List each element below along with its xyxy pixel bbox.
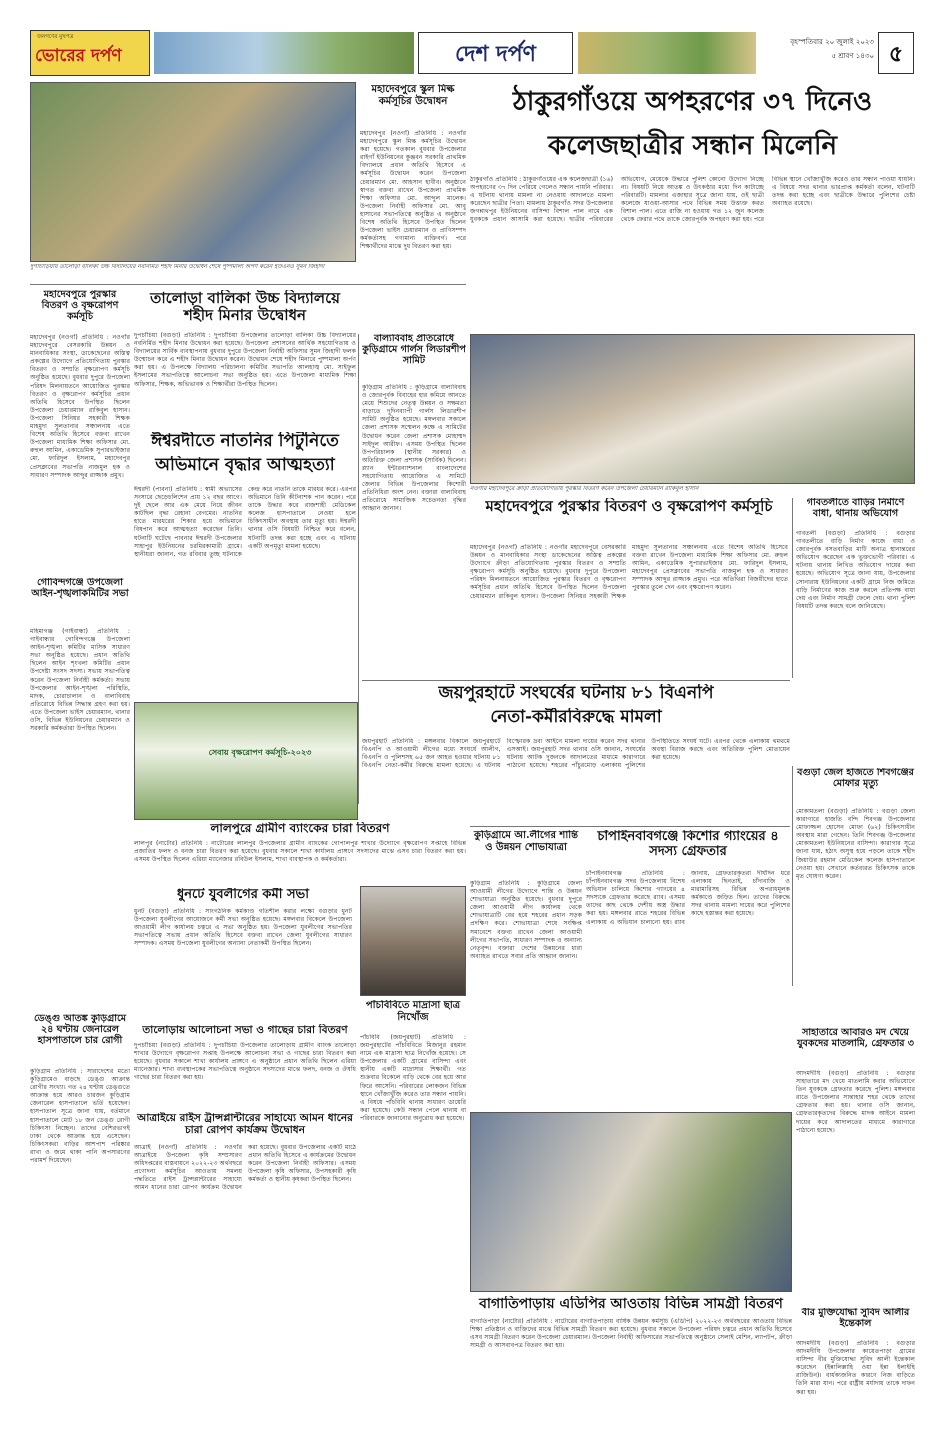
taloda-headline: তালোড়া বালিকা উচ্চ বিদ্যালয়ে শহীদ মিনার উদ্বোধন bbox=[150, 290, 340, 325]
gobindaganj-body: মহিমাগঞ্জ (গাইবান্ধা) প্রতিনিধি : গাইবান্ধার গোবিন্দগঞ্জে উপজেলা আইন-শৃঙ্খলা কমিটির মাসিক সাধারণ সভা অনুষ্ঠিত হয়েছে। প্রধান অতিথি ছিলেন আইন শৃংখলা কমিটির প্রধান উপদেষ্টা সংসদ সদস্য। সভায় সভাপতিত্ব করেন উপজেলা নির্বাহী কর্মকর্তা। সভায় উপজেলার আইন-শৃঙ্খলা পরিস্থিতি, মাদক, চোরাচালান ও বাল্যবিবাহ প্রতিরোধে বিভিন্ন সিদ্ধান্ত গ্রহণ করা হয়। এতে উপজেলা ভাইস চেয়ারম্যান, থানার ওসি, বিভিন্ন ইউনিয়নের চেয়ারম্যান ও সরকারি কর্মকর্তারা উপস্থিত ছিলেন। bbox=[30, 628, 130, 733]
reward-main-caption: নওগাঁর মহাদেবপুরে ক্রীড়া প্রতিযোগিতায় পুরস্কার বিতরণ করেন উপজেলা চেয়ারম্যান রাকিবুল হাসান bbox=[470, 486, 699, 492]
bogura-jail-body: মোকামতলা (বগুড়া) প্রতিনিধি : বগুড়া জেলা কারাগারে হাজতি বন্দি শিবগঞ্জ উপজেলার মোফাজ্জল হোসেন মোফা (৬২) চিকিৎসাধীন অবস্থায় মারা গেছেন। তিনি শিবগঞ্জ উপজেলার মোকামতলা ইউনিয়নের বাসিন্দা। কারাগার সূত্রে জানা যায়, হঠাৎ অসুস্থ হয়ে পড়লে তাকে শহীদ জিয়াউর রহমান মেডিকেল কলেজ হাসপাতালে নেওয়া হয়। সেখানে কর্তব্যরত চিকিৎসক তাকে মৃত ঘোষণা করেন। bbox=[796, 808, 915, 880]
masthead-box bbox=[30, 30, 150, 76]
header-photo-strip-right bbox=[578, 32, 756, 74]
dengue-headline: ডেঙ্গু আতঙ্ক কুড়িগ্রামে ২৪ ঘণ্টায় জেনারেল হাসপাতালে চার রোগী bbox=[33, 1014, 127, 1046]
taloda-tree-body: দুপচাঁচিয়া (বগুড়া) প্রতিনিধি : দুপচাঁচিয়া উপজেলার তালোড়ায় গ্রামীণ ব্যাংক তালোড়া শাখার উদ্যোগে বৃক্ষরোপণ সপ্তাহ উপলক্ষে আলোচনা সভা ও গাছের চারা বিতরণ করা হয়েছে। বুধবার সকালে শাখা কার্যালয় প্রাঙ্গণে এ অনুষ্ঠানে প্রধান অতিথি ছিলেন এরিয়া ম্যানেজার। শাখা ব্যবস্থাপকের সভাপতিত্বে অনুষ্ঠানে সদস্যদের মাঝে ফলদ, বনজ ও ঔষধি গাছের চারা বিতরণ করা হয়। bbox=[134, 1042, 356, 1082]
gobindaganj-headline: গোবিন্দগঞ্জে উপজেলা আইন-শৃঙ্খলাকমিটির সভা bbox=[31, 578, 129, 599]
atrai-headline: আত্রাইয়ে রাইস ট্রান্সপ্লান্টারের সাহায্যে আমন ধানের চারা রোপণ কার্যক্রম উদ্বোধন bbox=[137, 1112, 353, 1137]
reward-main-body: মহাদেবপুর (নওগাঁ) প্রতিনিধি : নওগাঁর মহাদেবপুরে বেসরকারি উন্নয়ন ও মানবাধিকার সংস্থা ডাকেছেনের অস্তিত্ব প্রকল্পের উদ্যোগে ক্রীড়া প্রতিযোগিতায় পুরস্কার বিতরণ ও সম্প্রতি বৃক্ষরোপণ কর্মসূচি অনুষ্ঠিত হয়েছে। বুধবার দুপুরে উপজেলা পরিষদ মিলনায়তনে আয়োজিত পুরস্কার বিতরণ ও বৃক্ষরোপণ কর্মসূচির প্রধান অতিথি হিসেবে উপস্থিত ছিলেন উপজেলা চেয়ারম্যান রাকিবুল হাসান। উপজেলা সিনিয়র সহকারী শিক্ষক মাহমুদা সুলতানার সঞ্চালনায় এতে বিশেষ অতিথি হিসেবে বক্তব্য রাখেন উপজেলা মাধ্যমিক শিক্ষা অফিসার মো. রুহুল আমিন, একাডেমিক সুপারভাইজার মো. ফারিদুল ইসলাম, মহাদেবপুর প্রেসক্লাবের সভাপতি নাজমুল হক ও সাধারণ সম্পাদক আব্দুর রাজ্জাক প্রমুখ। পরে অতিথিরা বিজয়ীদের হাতে পুরস্কার তুলে দেন এবং বৃক্ষরোপণ করেন। bbox=[470, 544, 788, 600]
top-left-photo bbox=[30, 82, 356, 262]
reward-small-body: মহাদেবপুর (নওগাঁ) প্রতিনিধি : নওগাঁর মহাদেবপুরে বেসরকারি উন্নয়ন ও মানবাধিকার সংস্থা, ডাকেছেনের অস্তিত্ব প্রকল্পের উদ্যোগে প্রতিযোগিতায় পুরস্কার বিতরণ ও সম্প্রতি বৃক্ষরোপণ কর্মসূচি অনুষ্ঠিত হয়েছে। বুধবার দুপুরে উপজেলা পরিষদ মিলনায়তনে আয়োজিত পুরস্কার বিতরণ ও বৃক্ষরোপণ কর্মসূচির প্রধান অতিথি হিসেবে উপস্থিত ছিলেন উপজেলা চেয়ারম্যান রাকিবুল হাসান। উপজেলা সিনিয়র সহকারী শিক্ষক মাহমুদা সুলতানার সঞ্চালনায় এতে বিশেষ অতিথি হিসেবে বক্তব্য রাখেন উপজেলা মাধ্যমিক শিক্ষা অফিসার মো. রুহুল আমিন, একাডেমিক সুপারভাইজার মো. ফারিদুল ইসলাম, মহাদেবপুর প্রেসক্লাবের সভাপতি নাজমুল হক ও সাধারণ সম্পাদক আব্দুর রাজ্জাক প্রমুখ। bbox=[30, 334, 130, 479]
reward-small-headline: মহাদেবপুরে পুরস্কার বিতরণ ও বৃক্ষরোপণ কর্মসূচি bbox=[41, 290, 119, 322]
school-milk-body: মহাদেবপুর (নওগাঁ) প্রতিনিধি : নওগাঁর মহাদেবপুরে স্কুল মিল্ক কর্মসূচির উদ্বোধন করা হয়েছে। গতকাল বুধবার উপজেলার রাইগাঁ ইউনিয়নের কুঞ্জবন সরকারি প্রাথমিক বিদ্যালয়ে প্রধান অতিথি হিসেবে এ কর্মসূচির উদ্বোধন করেন উপজেলা চেয়ারম্যান মো. আহসান হাবীব। অনুষ্ঠানে স্বাগত বক্তব্য রাখেন উপজেলা প্রাথমিক শিক্ষা অফিসার মো. আব্দুল মালেক। উপজেলা নির্বাহী অফিসার মো. আবু হাসানের সভাপতিত্বে অনুষ্ঠিত এ অনুষ্ঠানে বিশেষ অতিথি হিসেবে উপস্থিত ছিলেন উপজেলা ভাইস চেয়ারম্যান ও প্রাণিসম্পদ কর্মকর্তাসহ গণ্যমান্য ব্যক্তিবর্গ। পরে শিক্ষার্থীদের মাঝে দুধ বিতরণ করা হয়। bbox=[360, 130, 466, 251]
school-milk-headline: মহাদেবপুরে স্কুল মিল্ক কর্মসূচির উদ্বোধন bbox=[371, 84, 455, 107]
chapai-headline: চাঁপাইনবাবগঞ্জে কিশোর গ্যাংয়ের ৪ সদস্য গ্রেফতার bbox=[597, 830, 779, 859]
page-number: ৫ bbox=[878, 32, 914, 74]
sahatar-body: আদমদীঘি (বগুড়া) প্রতিনিধি : বগুড়ার সাহাতারে মদ খেয়ে মাতলামি করার অভিযোগে তিন যুবককে গ্রেফতার করেছে পুলিশ। মঙ্গলবার রাতে উপজেলার সান্তাহার শহর থেকে তাদের গ্রেফতার করা হয়। থানার ওসি জানান, গ্রেফতারকৃতদের বিরুদ্ধে মাদক আইনে মামলা দায়ের করে আদালতের মাধ্যমে কারাগারে পাঠানো হয়েছে। bbox=[796, 1070, 915, 1134]
girls-summit-body: কুড়িগ্রাম প্রতিনিধি : কুড়িগ্রামে বাল্যবিবাহ ও জোরপূর্বক বিবাহের হার কমিয়ে আনতে মেয়ে শিশুদের নেতৃত্ব উন্নয়ন ও সক্ষমতা বাড়াতে দুদিনব্যাপী গার্লস লিডারশীপ সামিট অনুষ্ঠিত হয়েছে। মঙ্গলবার সকালে জেলা প্রশাসক সম্মেলন কক্ষে এ সামিটের উদ্বোধন করেন জেলা প্রশাসক মোহাম্মদ সাইদুল আরীফ। এসময় উপস্থিত ছিলেন উপপরিচালক (স্থানীয় সরকার) ও অতিরিক্ত জেলা প্রশাসক (সার্বিক) ছিলেন। প্ল্যান ইন্টারন্যাশনাল বাংলাদেশের সহযোগিতায় আয়োজিত এ সামিটে জেলার বিভিন্ন উপজেলার কিশোরী প্রতিনিধিরা অংশ নেন। বক্তারা বাল্যবিবাহ প্রতিরোধে সামাজিক সচেতনতা বৃদ্ধির আহ্বান জানান। bbox=[362, 384, 466, 513]
bagatipara-headline: বাগাতিপাড়ায় এডিপির আওতায় বিভিন্ন সামগ্রী বিতরণ bbox=[479, 1296, 783, 1312]
dengue-body: কুড়িগ্রাম প্রতিনিধি : সারাদেশের মতো কুড়িগ্রামেও বাড়ছে ডেঙ্গু আক্রান্ত রোগীর সংখ্যা। গত ২৪ ঘণ্টায় ডেঙ্গুতে আক্রান্ত হয়ে আরও চারজন কুড়িগ্রাম জেনারেল হাসপাতালে ভর্তি হয়েছেন। হাসপাতাল সূত্রে জানা যায়, বর্তমানে হাসপাতালে মোট ১৮ জন ডেঙ্গু রোগী চিকিৎসা নিচ্ছেন। তাদের বেশিরভাগই ঢাকা থেকে আক্রান্ত হয়ে এসেছেন। চিকিৎসকরা বাড়ির আশপাশ পরিষ্কার রাখা ও জমে থাকা পানি অপসারণের পরামর্শ দিয়েছেন। bbox=[30, 1068, 130, 1165]
bagatipara-photo bbox=[470, 1112, 792, 1292]
page-header bbox=[30, 30, 915, 76]
dhunat-headline: ধুনটে যুবলীগের কর্মী সভা bbox=[176, 888, 310, 902]
iswardi-headline-line2: অভিমানে বৃদ্ধার আত্মহত্যা bbox=[155, 456, 335, 475]
masthead-title: ভোরের দর্পণ bbox=[35, 46, 122, 66]
date-line-1: বৃহস্পতিবার ২০ জুলাই ২০২৩ bbox=[790, 38, 874, 46]
bir-muktijoddha-headline: বীর মুক্তিযোদ্ধা সুবিদ আলীর ইন্তেকাল bbox=[801, 1308, 910, 1329]
main-headline-line1: ঠাকুরগাঁওয়ে অপহরণের ৩৭ দিনেও bbox=[512, 87, 873, 117]
missing-student-photo bbox=[360, 886, 466, 996]
gabtoli-body: গাবতলী (বগুড়া) প্রতিনিধি : বগুড়ার গাবতলীতে বাড়ি নির্মাণ কাজে বাধা ও জোরপূর্বক বসতবাড়ির মাটি অন্যত্র স্থানান্তরের অভিযোগ করেছেন এক ভুক্তভোগী পরিবার। এ ঘটনায় থানায় লিখিত অভিযোগ দায়ের করা হয়েছে। অভিযোগ সূত্রে জানা যায়, উপজেলার সোনারায় ইউনিয়নের একটি গ্রামে নিজ জমিতে বাড়ি নির্মাণের কাজ শুরু করলে প্রতিপক্ষ বাধা দেয় এবং নির্মাণ সামগ্রী ফেলে দেয়। থানা পুলিশ বিষয়টি তদন্ত করছে বলে জানিয়েছে। bbox=[796, 530, 915, 610]
main-story-body: ঠাকুরগাঁও প্রতিনিধি : ঠাকুরগাঁওয়ের এক কলেজছাত্রী (১৬) অপহরণের ৩৭ দিন পেরিয়ে গেলেও সন্ধান পায়নি পরিবার। এ ঘটনায় থানায় মামলা না নেওয়ায় আদালতে মামলা করেছেন ছাত্রীর পিতা। মামলায় ঠাকুরগাঁও সদর উপজেলার জগন্নাথপুর ইউনিয়নের বাসিন্দা বিশাল পাল নামে এক যুবককে প্রধান আসামি করা হয়েছে। ছাত্রীর পরিবারের অভিযোগ, মেয়েকে উদ্ধারে পুলিশ কোনো উদ্যোগ নিচ্ছে না। বিষয়টি নিয়ে আতঙ্ক ও উৎকণ্ঠার মধ্যে দিন কাটাচ্ছে পরিবারটি। মামলার এজাহার সূত্রে জানা যায়, ওই ছাত্রী কলেজে যাওয়া-আসার পথে বিভিন্ন সময় উত্ত্যক্ত করত বিশাল পাল। এতে রাজি না হওয়ায় গত ১২ জুন কলেজ থেকে ফেরার পথে তাকে জোরপূর্বক অপহরণ করা হয়। পরে বিভিন্ন স্থানে খোঁজাখুঁজি করেও তার সন্ধান পাওয়া যায়নি। এ বিষয়ে সদর থানার ভারপ্রাপ্ত কর্মকর্তা বলেন, ঘটনাটি তদন্ত করা হচ্ছে এবং ছাত্রীকে উদ্ধারে পুলিশের চেষ্টা অব্যাহত রয়েছে। bbox=[470, 176, 915, 224]
jaypurhat-headline-line2: নেতা-কর্মীরবিরুদ্ধে মামলা bbox=[490, 708, 662, 727]
iswardi-headline-line1: ঈশ্বরদীতে নাতনির পিটুনিতে bbox=[151, 432, 339, 451]
section-title: দেশ দর্পণ bbox=[418, 32, 573, 74]
jaypurhat-headline-line1: জয়পুরহাটে সংঘর্ষের ঘটনায় ৮১ বিএনপি bbox=[438, 684, 714, 703]
jaypurhat-body: জয়পুরহাট প্রতিনিধি : মঙ্গলবার বিকালে জয়পুরহাটে বিএনপি ও আওয়ামী লীগের মধ্যে সংঘর্ষে আলীগ, বিএনপি ও পুলিশসহ ৬৫ জন আহত হওয়ার ঘটনায় ৮১ বিএনপি নেতা-কর্মীর বিরুদ্ধে মামলা হয়েছে। এ ঘটনায় বিস্ফোরক দ্রব্য আইনে মামলা দায়ের করেন সদর থানার এসআই। জয়পুরহাট সদর থানার ওসি জানান, সংঘর্ষের ঘটনায় আটক দুজনকে আদালতের মাধ্যমে কারাগারে পাঠানো হয়েছে। শহরের পাঁচুরমোড় এলাকায় পুলিশের উপস্থিতিতে সংঘর্ষ ঘটে। এরপর থেকে এলাকায় থমথমে অবস্থা বিরাজ করছে এবং অতিরিক্ত পুলিশ মোতায়েন করা হয়েছে। bbox=[362, 738, 790, 770]
chapai-body: চাঁপাইনবাবগঞ্জ প্রতিনিধি : চাঁপাইনবাবগঞ্জ সদর উপজেলায় বিশেষ অভিযান চালিয়ে কিশোর গ্যাংয়ের ৪ সদস্যকে গ্রেফতার করেছে র‍্যাব। এসময় তাদের কাছ থেকে দেশীয় অস্ত্র উদ্ধার করা হয়। মঙ্গলবার রাতে শহরের বিভিন্ন এলাকায় এ অভিযান চালানো হয়। র‍্যাব জানায়, গ্রেফতারকৃতরা দীর্ঘদিন ধরে এলাকায় ছিনতাই, চাঁদাবাজি ও মারামারিসহ বিভিন্ন অপরাধমূলক কর্মকাণ্ডে জড়িত ছিল। তাদের বিরুদ্ধে সদর থানায় মামলা দায়ের করে পুলিশের কাছে হস্তান্তর করা হয়েছে। bbox=[586, 870, 790, 926]
main-headline-line2: কলেজছাত্রীর সন্ধান মিলেনি bbox=[548, 131, 837, 161]
reward-main-photo bbox=[470, 334, 915, 484]
atrai-body: আত্রাই (নওগাঁ) প্রতিনিধি : নওগাঁর আত্রাইয়ে উপজেলা কৃষি সম্প্রসারণ অধিদপ্তরের বাস্তবায়নে ২০২২-২৩ অর্থবছরে প্রণোদনা কর্মসূচির আওতায় সমলয় পদ্ধতিতে রাইস ট্রান্সপ্লান্টারের সাহায্যে আমন ধানের চারা রোপণ কার্যক্রম উদ্বোধন করা হয়েছে। বুধবার উপজেলার একটি মাঠে প্রধান অতিথি হিসেবে এ কার্যক্রমের উদ্বোধন করেন উপজেলা নির্বাহী অফিসার। এসময় উপজেলা কৃষি অফিসার, উপসহকারী কৃষি কর্মকর্তা ও স্থানীয় কৃষকরা উপস্থিত ছিলেন। bbox=[134, 1144, 356, 1192]
sahatar-headline: সাহাতারে আবারও মদ খেয়ে যুবকদের মাতলামি, গ্রেফতার ৩ bbox=[797, 1028, 914, 1049]
top-left-caption: দুর্গাচাড়িয়ায় তালোড়া বালিকা উচ্চ বিদ্যালয়ের নবনির্মিত শহীদ মিনার উদ্বোধন শেষে পুষ্পমাল্য অর্পণ করেন ইউএনও সুমন জিহাদী bbox=[30, 264, 325, 270]
lalpur-headline: লালপুরে গ্রামীণ ব্যাংকের চারা বিতরণ bbox=[210, 822, 390, 835]
panchbibi-body: পাঁচবিবি (জয়পুরহাট) প্রতিনিধি : জয়পুরহাটের পাঁচবিবিতে মিজানুর রহমান নামে এক মাদ্রাসা ছাত্র নিখোঁজ হয়েছে। সে উপজেলার একটি গ্রামের বাসিন্দা এবং স্থানীয় একটি মাদ্রাসার শিক্ষার্থী। গত শুক্রবার বিকেলে বাড়ি থেকে বের হয়ে আর ফিরে আসেনি। পরিবারের লোকজন বিভিন্ন স্থানে খোঁজাখুঁজি করেও তার সন্ধান পায়নি। এ বিষয়ে পাঁচবিবি থানায় সাধারণ ডায়েরি করা হয়েছে। কেউ সন্ধান পেলে থানায় বা পরিবারকে জানানোর অনুরোধ করা হয়েছে। bbox=[360, 1034, 466, 1122]
dhunat-body: ধুনট (বগুড়া) প্রতিনিধি : সাংগঠনিক কর্মকাণ্ড গতিশীল করার লক্ষ্যে বগুড়ার ধুনট উপজেলা যুবলীগের আয়োজনে কর্মী সভা অনুষ্ঠিত হয়েছে। মঙ্গলবার বিকেলে উপজেলা আওয়ামী লীগ কার্যালয় চত্বরে এ সভা অনুষ্ঠিত হয়। উপজেলা যুবলীগের সভাপতির সভাপতিত্বে সভায় প্রধান অতিথি হিসেবে বক্তব্য রাখেন জেলা যুবলীগের সাধারণ সম্পাদক। এসময় উপজেলা যুবলীগের অন্যান্য নেতাকর্মী উপস্থিত ছিলেন। bbox=[134, 908, 352, 948]
header-photo-strip-left bbox=[154, 32, 414, 74]
taloda-tree-headline: তালোড়ায় আলোচনা সভা ও গাছের চারা বিতরণ bbox=[142, 1024, 348, 1036]
shanti-body: কুড়িগ্রাম প্রতিনিধি : কুড়িগ্রামে জেলা আওয়ামী লীগের উদ্যোগে শান্তি ও উন্নয়ন শোভাযাত্রা অনুষ্ঠিত হয়েছে। বুধবার দুপুরে জেলা আওয়ামী লীগ কার্যালয় থেকে শোভাযাত্রাটি বের হয়ে শহরের প্রধান সড়ক প্রদক্ষিণ করে। শোভাযাত্রা শেষে সংক্ষিপ্ত সমাবেশে বক্তব্য রাখেন জেলা আওয়ামী লীগের সভাপতি, সাধারণ সম্পাদক ও অন্যান্য নেতৃবৃন্দ। বক্তারা দেশের উন্নয়নের ধারা অব্যাহত রাখতে সবার প্রতি আহ্বান জানান। bbox=[470, 880, 582, 960]
lalpur-body: লালপুর (নাটোর) প্রতিনিধি : নাটোরের লালপুর উপজেলার গ্রামীণ ব্যাংকের গোপালপুর শাখার উদ্যোগে বৃক্ষরোপণ সপ্তাহে বিভিন্ন প্রজাতির ফলদ ও বনজ চারা বিতরণ করা হয়েছে। বুধবার সকালে শাখা কার্যালয় প্রাঙ্গণে সদস্যদের মাঝে এসব চারা বিতরণ করা হয়। এসময় উপস্থিত ছিলেন এরিয়া ম্যানেজার রবিউল ইসলাম, শাখা ব্যবস্থাপক ও কর্মকর্তারা। bbox=[134, 840, 466, 864]
iswardi-body: ঈশ্বরদী (পাবনা) প্রতিনিধি : স্বামী অভ্যাসের সংসারে ছেড়েচলিশেন প্রায় ১২ বছর আগে। দুই ছেলে আর এক মেয়ে নিয়ে জীবন কাটছিল বৃদ্ধা রেহানা বেগমের। নাতনির হাতে মারধরের শিকার হয়ে অভিমানে বিষপান করে আত্মহত্যা করেছেন তিনি। ঘটনাটি ঘটেছে পাবনার ঈশ্বরদী উপজেলার সাহাপুর ইউনিয়নের চরমিরকামারী গ্রামে। স্থানীয়রা জানান, গত রবিবার তুচ্ছ ঘটনাকে কেন্দ্র করে নাতনি তাকে মারধর করে। এরপর অভিমানে তিনি কীটনাশক পান করেন। পরে তাকে উদ্ধার করে রাজশাহী মেডিকেল কলেজ হাসপাতালে নেওয়া হলে চিকিৎসাধীন অবস্থায় তার মৃত্যু হয়। ঈশ্বরদী থানার ওসি বিষয়টি নিশ্চিত করে বলেন, ঘটনাটি তদন্ত করা হচ্ছে এবং এ ঘটনায় একটি অপমৃত্যু মামলা হয়েছে। bbox=[134, 486, 356, 558]
girls-summit-headline: বাল্যবিবাহ প্রতিরোধে কুড়িগ্রামে গার্লস লিডারশীপ সামিট bbox=[362, 334, 466, 366]
gabtoli-headline: গাবতলীতে বাড়ির নির্মাণে বাধা, থানায় অভিযোগ bbox=[806, 498, 905, 519]
tree-banner-photo bbox=[134, 702, 358, 820]
panchbibi-headline: পাঁচবিবিতে মাদ্রাসা ছাত্র নিখোঁজ bbox=[365, 1000, 461, 1023]
bagatipara-body: বাগাতিপাড়া (নাটোর) প্রতিনিধি : নাটোরের বাগাতিপাড়ায় বার্ষিক উন্নয়ন কর্মসূচি (এডিপি) ২০২২-২৩ অর্থবছরের আওতায় বিভিন্ন শিক্ষা প্রতিষ্ঠান ও ব্যক্তিদের মাঝে বিভিন্ন সামগ্রী বিতরণ করা হয়েছে। বুধবার সকালে উপজেলা পরিষদ চত্বরে প্রধান অতিথি হিসেবে এসব সামগ্রী বিতরণ করেন উপজেলা চেয়ারম্যান। উপজেলা নির্বাহী অফিসারের সভাপতিত্বে অনুষ্ঠানে সেলাই মেশিন, ল্যাপটপ, ক্রীড়া সামগ্রী ও আসবাবপত্র বিতরণ করা হয়। bbox=[470, 1318, 792, 1350]
bir-muktijoddha-body: আদমদীঘি (বগুড়া) প্রতিনিধি : বগুড়ার আদমদীঘি উপজেলার কায়েতপাড়া গ্রামের বাসিন্দা বীর মুক্তিযোদ্ধা সুবিদ আলী ইন্তেকাল করেছেন (ইন্নালিল্লাহি ওয়া ইন্না ইলাইহি রাজিউন)। বার্ধক্যজনিত কারণে নিজ বাড়িতে তিনি মারা যান। পরে রাষ্ট্রীয় মর্যাদায় তাকে দাফন করা হয়। bbox=[796, 1340, 915, 1396]
shanti-headline: কুড়িগ্রামে আ.লীগের শান্তি ও উন্নয়ন শোভাযাত্রা bbox=[473, 830, 579, 853]
tree-banner-text: সেবায় বৃক্ষরোপণ কর্মসূচি-২০২৩ bbox=[208, 748, 312, 757]
bogura-jail-headline: বগুড়া জেল হাজতে শিবগঞ্জের মোফার মৃত্যু bbox=[797, 768, 914, 789]
masthead-tagline: জনগণের মুখপত্র bbox=[37, 34, 74, 40]
reward-main-headline: মহাদেবপুরে পুরস্কার বিতরণ ও বৃক্ষরোপণ কর্মসূচি bbox=[485, 498, 773, 515]
taloda-body: দুপচাঁচিয়া (বগুড়া) প্রতিনিধি : দুপচাঁচিয়া উপজেলার তালোড়া বালিকা উচ্চ বিদ্যালয়ের নবনির্মিত শহীদ মিনার উদ্বোধন করা হয়েছে। উপজেলা প্রশাসনের আর্থিক সহযোগিতায় ও বিদ্যালয়ের সার্বিক ব্যবস্থাপনায় বুধবার দুপুরে উপজেলা নির্বাহী অফিসার সুমন জিহাদী ফলক উন্মোচন করে এ শহীদ মিনার উদ্বোধন করেন। উদ্বোধন শেষে শহীদ মিনারে পুষ্পমাল্য অর্পণ করা হয়। এ উপলক্ষে বিদ্যালয় পরিচালনা কমিটির সভাপতি আলহাজ্ব মো. সাইফুল ইসলামের সভাপতিত্বে আলোচনা সভা অনুষ্ঠিত হয়। এতে উপজেলা মাধ্যমিক শিক্ষা অফিসার, শিক্ষক, অভিভাবক ও শিক্ষার্থীরা উপস্থিত ছিলেন। bbox=[134, 332, 356, 388]
date-line-2: ৫ শ্রাবণ ১৪৩০ bbox=[831, 52, 874, 60]
